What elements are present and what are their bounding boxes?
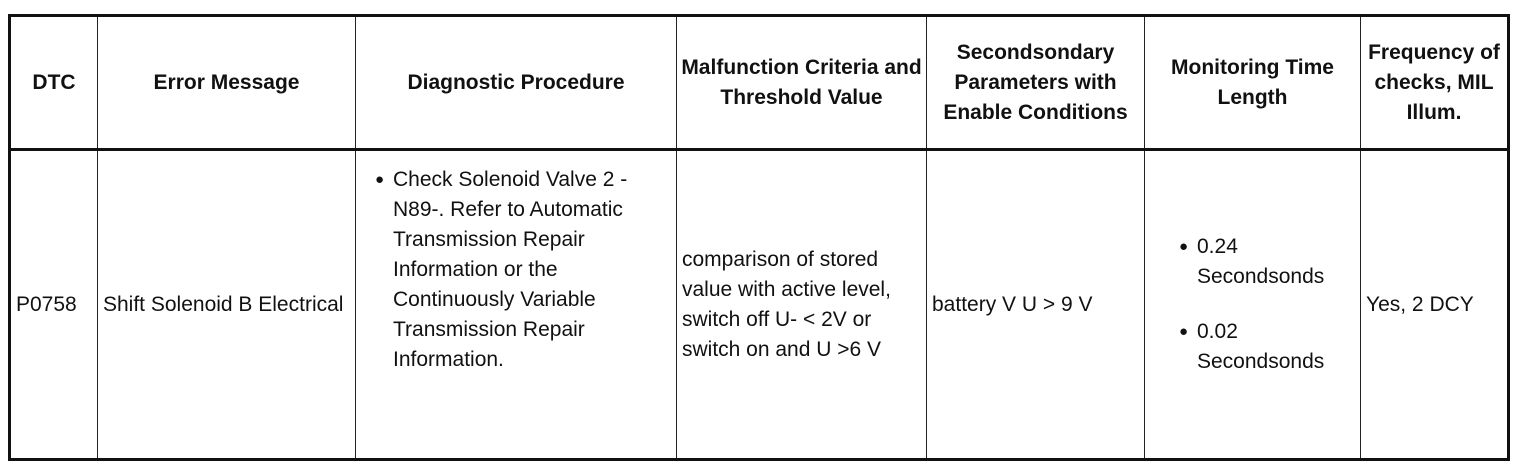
header-secondary-parameters: Secondsondary Parameters with Enable Conditions (927, 16, 1145, 150)
header-monitoring-time: Monitoring Time Length (1145, 16, 1361, 150)
cell-malfunction-criteria: comparison of stored value with active level, switch off U- < 2V or switch on and U >6 V (677, 150, 927, 460)
header-diagnostic-procedure: Diagnostic Procedure (356, 16, 677, 150)
cell-frequency: Yes, 2 DCY (1361, 150, 1509, 460)
cell-dtc: P0758 (10, 150, 98, 460)
monitoring-time-item: ● 0.02 Secondsonds (1165, 317, 1349, 377)
cell-error-message: Shift Solenoid B Electrical (98, 150, 356, 460)
cell-secondary-parameters: battery V U > 9 V (927, 150, 1145, 460)
header-dtc: DTC (10, 16, 98, 150)
header-malfunction-criteria: Malfunction Criteria and Threshold Value (677, 16, 927, 150)
table-row (10, 150, 1509, 460)
header-error-message: Error Message (98, 16, 356, 150)
cell-diagnostic-procedure (356, 150, 677, 460)
monitoring-time-item: ● 0.24 Secondsonds (1165, 232, 1349, 292)
diagnostic-procedure-list (361, 165, 671, 375)
header-frequency: Frequency of checks, MIL Illum. (1361, 16, 1509, 150)
monitoring-time-list (1165, 232, 1355, 377)
diagnostic-procedure-item: ● Check Solenoid Valve 2 -N89-. Refer to Automatic Transmission Repair Information or the Continuously Variable Transmission Repair Information. (361, 165, 665, 375)
header-row (10, 16, 1509, 150)
cell-monitoring-time (1145, 150, 1361, 460)
dtc-table (8, 14, 1510, 461)
